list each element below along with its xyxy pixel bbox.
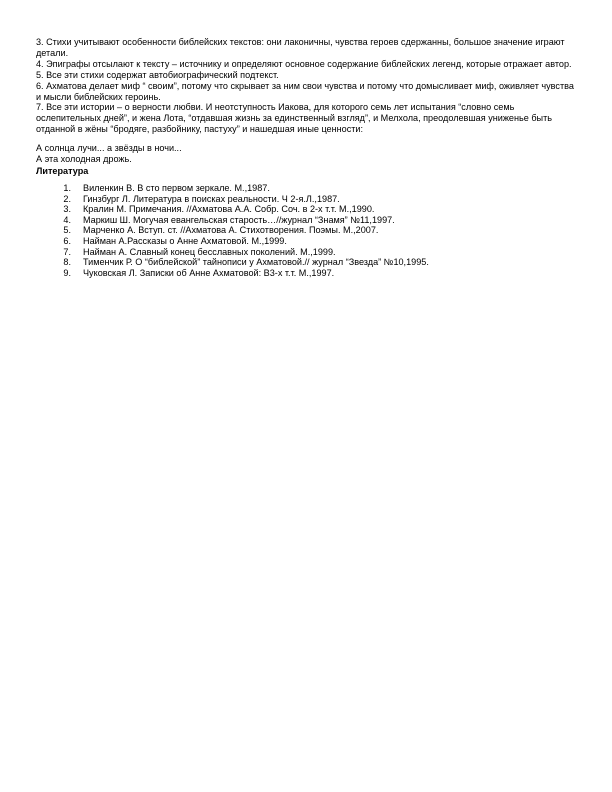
list-item-text: Чуковская Л. Записки об Анне Ахматовой: В3-х т.т. М.,1997. xyxy=(83,267,335,278)
list-item xyxy=(36,225,581,236)
list-item xyxy=(36,236,581,247)
list-item-number: 3. xyxy=(63,204,71,215)
list-item-number: 7. xyxy=(63,246,71,257)
poem-line-2: А эта холодная дрожь. xyxy=(36,154,132,165)
list-item-number: 9. xyxy=(63,267,71,278)
literature-list xyxy=(36,183,581,278)
list-item xyxy=(36,257,581,268)
paragraph-7: 7. Все эти истории – о верности любви. И неотступность Иакова, для которого семь лет испытания “словно семь ослепительных дней”, и жена Лота, “отдавшая жизнь за единственный взгляд”, и Мелхола, преодолевшая униженье быть отданной в жёны “бродяге, разбойнику, пастуху” и нашедшая иные ценности: xyxy=(36,102,552,135)
list-item-number: 4. xyxy=(63,214,71,225)
list-item xyxy=(36,268,581,279)
list-item-text: Марченко А. Вступ. ст. //Ахматова А. Стихотворения. Поэмы. М.,2007. xyxy=(83,225,379,236)
poem-line-1: А солнца лучи... а звёзды в ночи... xyxy=(36,143,182,154)
spacer xyxy=(36,135,581,143)
list-item-text: Найман А.Рассказы о Анне Ахматовой. М.,1999. xyxy=(83,236,287,247)
list-item-number: 2. xyxy=(63,193,71,204)
list-item xyxy=(36,204,581,215)
list-item-text: Виленкин В. В сто первом зеркале. М.,1987. xyxy=(83,183,270,194)
literature-heading: Литература xyxy=(36,165,89,176)
list-item-number: 5. xyxy=(63,225,71,236)
document-page xyxy=(36,37,581,278)
list-item-text: Гинзбург Л. Литература в поисках реальности. Ч 2-я.Л.,1987. xyxy=(83,193,340,204)
list-item-text: Тименчик Р. О “библейской” тайнописи у Ахматовой.// журнал “Звезда” №10,1995. xyxy=(83,257,429,268)
list-item xyxy=(36,247,581,258)
paragraph-4: 4. Эпиграфы отсылают к тексту – источнику и определяют основное содержание библейских легенд, которые отражает автор. xyxy=(36,58,572,69)
list-item-text: Найман А. Славный конец бесславных поколений. М.,1999. xyxy=(83,246,336,257)
paragraph-3: 3. Стихи учитывают особенности библейских текстов: они лаконичны, чувства героев сдержанны, большое значение играют детали. xyxy=(36,37,565,58)
list-item-number: 1. xyxy=(63,183,71,194)
list-item xyxy=(36,183,581,194)
list-item xyxy=(36,215,581,226)
paragraph-6: 6. Ахматова делает миф “ своим”, потому что скрывает за ним свои чувства и потому что домысливает миф, оживляет чувства и мысли библейских героинь. xyxy=(36,80,574,102)
list-item-text: Маркиш Ш. Могучая евангельская старость…//журнал “Знамя” №11,1997. xyxy=(83,214,395,225)
list-item-number: 6. xyxy=(63,236,71,247)
list-item-text: Кралин М. Примечания. //Ахматова А.А. Собр. Соч. в 2-х т.т. М.,1990. xyxy=(83,204,375,215)
list-item xyxy=(36,194,581,205)
list-item-number: 8. xyxy=(63,257,71,268)
paragraph-5: 5. Все эти стихи содержат автобиографический подтекст. xyxy=(36,69,279,80)
